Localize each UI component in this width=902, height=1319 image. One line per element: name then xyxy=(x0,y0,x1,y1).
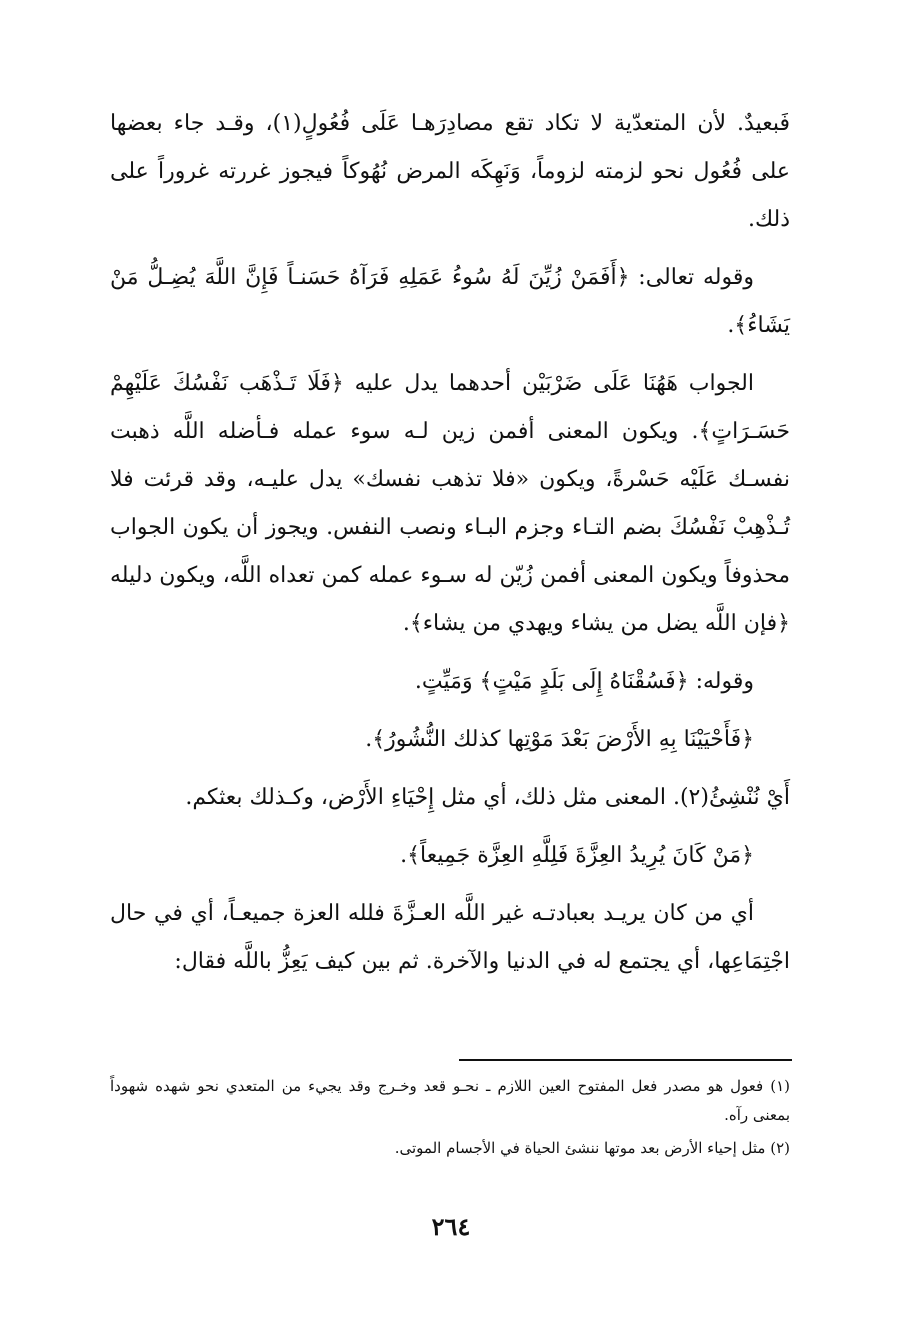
paragraph-2: وقوله تعالى: ﴿أَفَمَنْ زُيِّنَ لَهُ سُوءُ عَمَلِهِ فَرَآهُ حَسَنـاً فَإِنَّ اللَّهَ يُضِـلُّ مَنْ يَشَاءُ﴾. xyxy=(110,265,790,338)
paragraph-8: أي من كان يريـد بعبادتـه غير اللَّه العـزَّةَ فلله العزة جميعـاً، أي في حال اجْتِمَاعِها، أي يجتمع له في الدنيا والآخرة. ثم بين كيف يَعِزُّ باللَّه فقال: xyxy=(110,901,790,974)
paragraph-1: فَبعيدٌ. لأن المتعدّية لا تكاد تقع مصادِرَهـا عَلَى فُعُولٍ(١)، وقـد جاء بعضها على فُعُول نحو لزمته لزوماً، وَنَهِكَه المرض نُهُوكاً فيجوز غررته غروراً على ذلك. xyxy=(110,111,790,232)
paragraph-6: أَيْ نُنْشِئُ(٢). المعنى مثل ذلك، أي مثل إِحْيَاءِ الأَرْض، وكـذلك بعثكم. xyxy=(185,785,790,810)
page-number: ٢٦٤ xyxy=(431,1212,471,1241)
paragraph-3: الجواب هَهُنَا عَلَى ضَرْبَيْن أحدهما يدل عليه ﴿فَلَا تَـذْهَب نَفْسُكَ عَلَيْهِمْ حَسَـرَاتٍ﴾. ويكون المعنى أفمن زين لـه سوء عمله فـأضله اللَّه ذهبت نفسـك عَلَيْه حَسْرةً، ويكون «فلا تذهب نفسك» يدل عليـه، وقد قرئت فلا تُـذْهِبْ نَفْسُكَ بضم التـاء وجزم البـاء ونصب النفس. ويجوز أن يكون الجواب محذوفاً ويكون المعنى أفمن زُيّن له سـوء عمله كمن تعداه اللَّه، ويكون دليله ﴿فإن اللَّه يضل من يشاء ويهدي من يشاء﴾. xyxy=(110,371,790,636)
footnote-separator xyxy=(459,1059,792,1061)
footnote-1: (١) فعول هو مصدر فعل المفتوح العين اللازم ـ نحـو قعد وخـرج وقد يجيء من المتعدي نحو شهده شهوداً بمعنى رآه. xyxy=(110,1077,790,1124)
paragraph-7: ﴿مَنْ كَانَ يُرِيدُ العِزَّةَ فَلِلَّهِ العِزَّة جَمِيعاً﴾. xyxy=(400,843,754,868)
paragraph-4: وقوله: ﴿فَسُقْنَاهُ إِلَى بَلَدٍ مَيْتٍ﴾ وَمَيِّتٍ. xyxy=(414,669,754,694)
paragraph-5: ﴿فَأَحْيَيْنَا بِهِ الأَرْضَ بَعْدَ مَوْتِها كذلك النُّشُورُ﴾. xyxy=(365,727,754,752)
footnotes xyxy=(110,1072,790,1167)
footnote-2: (٢) مثل إحياء الأرض بعد موتها ننشئ الحياة في الأجسام الموتى. xyxy=(394,1139,790,1157)
page-body xyxy=(110,100,790,996)
